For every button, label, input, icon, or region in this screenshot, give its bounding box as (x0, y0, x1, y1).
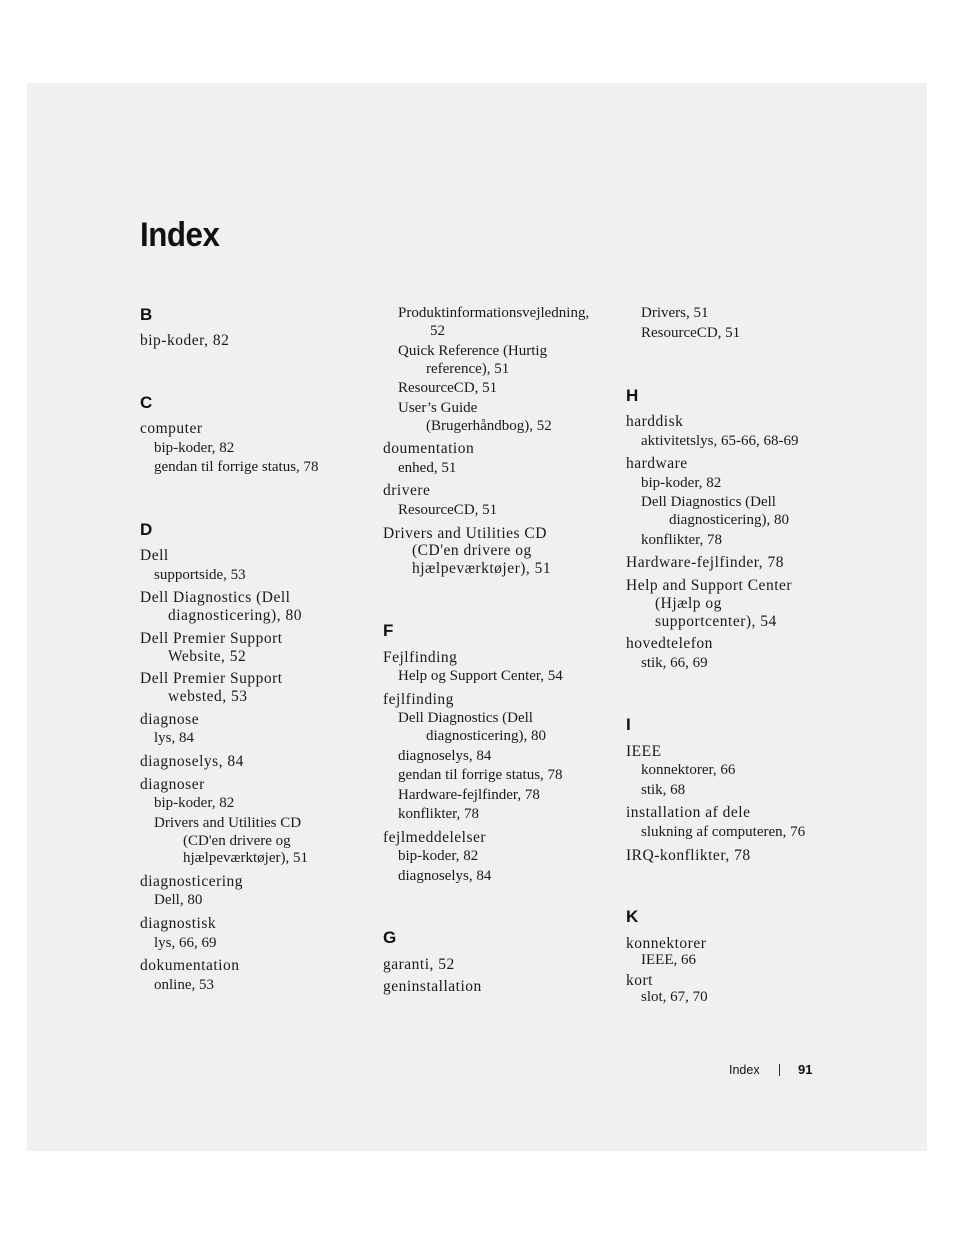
index-subentry-continuation: reference), 51 (426, 361, 510, 377)
index-entry: drivere (383, 482, 431, 499)
index-subentry-continuation: diagnosticering), 80 (669, 512, 789, 528)
index-entry: diagnosticering (140, 873, 244, 890)
index-subentry: bip-koder, 82 (641, 475, 722, 491)
index-entry: kort (626, 972, 653, 989)
index-subentry: diagnoselys, 84 (398, 868, 492, 884)
index-subentry: enhed, 51 (398, 460, 457, 476)
section-letter-f: F (383, 621, 394, 640)
page-number: 91 (798, 1062, 813, 1077)
page-title: Index (140, 216, 220, 254)
section-letter-c: C (140, 393, 153, 412)
index-entry: diagnoselys, 84 (140, 753, 244, 770)
section-letter-k: K (626, 907, 639, 926)
footer-section-label: Index (729, 1063, 760, 1077)
index-entry: IRQ-konflikter, 78 (626, 847, 751, 864)
index-entry-continuation: supportcenter), 54 (655, 613, 777, 630)
index-subentry: ResourceCD, 51 (398, 380, 498, 396)
section-letter-b: B (140, 305, 153, 324)
index-entry: doumentation (383, 440, 475, 457)
index-entry: Fejlfinding (383, 649, 458, 666)
index-subentry: diagnoselys, 84 (398, 748, 492, 764)
index-subentry: Hardware-fejlfinder, 78 (398, 787, 540, 803)
index-subentry: bip-koder, 82 (154, 440, 235, 456)
index-entry: diagnose (140, 711, 200, 728)
index-entry: IEEE (626, 743, 662, 760)
index-entry-continuation: diagnosticering), 80 (168, 607, 302, 624)
index-subentry: stik, 68 (641, 782, 686, 798)
index-entry: Dell Premier Support (140, 630, 283, 647)
index-entry: Dell Premier Support (140, 670, 283, 687)
index-subentry-continuation: (CD'en drivere og (183, 833, 291, 849)
index-entry: hovedtelefon (626, 635, 713, 652)
index-subentry-continuation: diagnosticering), 80 (426, 728, 546, 744)
index-subentry: User’s Guide (398, 400, 478, 416)
index-subentry: gendan til forrige status, 78 (154, 459, 319, 475)
index-subentry: bip-koder, 82 (154, 795, 235, 811)
index-entry: Drivers and Utilities CD (383, 525, 547, 542)
index-subentry: supportside, 53 (154, 567, 246, 583)
index-entry-continuation: websted, 53 (168, 688, 248, 705)
index-entry: geninstallation (383, 978, 482, 995)
index-subentry: ResourceCD, 51 (398, 502, 498, 518)
index-entry: hardware (626, 455, 688, 472)
index-entry: Dell (140, 547, 169, 564)
index-subentry: aktivitetslys, 65-66, 68-69 (641, 433, 799, 449)
index-entry: dokumentation (140, 957, 240, 974)
index-subentry: gendan til forrige status, 78 (398, 767, 563, 783)
index-subentry: Quick Reference (Hurtig (398, 343, 548, 359)
index-subentry: Dell, 80 (154, 892, 203, 908)
footer-separator (779, 1064, 780, 1076)
index-entry: Help and Support Center (626, 577, 793, 594)
section-letter-d: D (140, 520, 153, 539)
index-entry-continuation: (Hjælp og (655, 595, 722, 612)
section-letter-i: I (626, 715, 631, 734)
index-subentry: Help og Support Center, 54 (398, 668, 563, 684)
index-subentry: bip-koder, 82 (398, 848, 479, 864)
index-entry-continuation: Website, 52 (168, 648, 247, 665)
index-subentry: Drivers and Utilities CD (154, 815, 302, 831)
index-entry: Dell Diagnostics (Dell (140, 589, 291, 606)
index-subentry-continuation: 52 (430, 323, 445, 339)
index-subentry: Dell Diagnostics (Dell (641, 494, 776, 510)
index-subentry: lys, 66, 69 (154, 935, 217, 951)
index-subentry: Drivers, 51 (641, 305, 709, 321)
index-subentry: slukning af computeren, 76 (641, 824, 806, 840)
index-entry: fejlfinding (383, 691, 454, 708)
index-subentry: stik, 66, 69 (641, 655, 708, 671)
index-entry: harddisk (626, 413, 684, 430)
index-subentry: Produktinformationsvejledning, (398, 305, 590, 321)
index-entry: diagnoser (140, 776, 205, 793)
index-subentry: konflikter, 78 (641, 532, 723, 548)
index-subentry: Dell Diagnostics (Dell (398, 710, 533, 726)
index-subentry-continuation: (Brugerhåndbog), 52 (426, 418, 552, 434)
index-subentry: ResourceCD, 51 (641, 325, 741, 341)
index-entry: konnektorer (626, 935, 707, 952)
index-subentry: online, 53 (154, 977, 214, 993)
index-entry: Hardware-fejlfinder, 78 (626, 554, 785, 571)
index-entry: fejlmeddelelser (383, 829, 487, 846)
index-entry: diagnostisk (140, 915, 217, 932)
index-entry: garanti, 52 (383, 956, 455, 973)
index-subentry: konnektorer, 66 (641, 762, 736, 778)
index-subentry: slot, 67, 70 (641, 989, 708, 1005)
index-entry: computer (140, 420, 203, 437)
section-letter-g: G (383, 928, 397, 947)
section-letter-h: H (626, 386, 639, 405)
index-entry-continuation: (CD'en drivere og (412, 542, 532, 559)
index-entry-continuation: hjælpeværktøjer), 51 (412, 560, 552, 577)
index-entry: bip-koder, 82 (140, 332, 230, 349)
index-subentry: konflikter, 78 (398, 806, 480, 822)
index-entry: installation af dele (626, 804, 751, 821)
index-subentry: IEEE, 66 (641, 952, 696, 968)
index-subentry-continuation: hjælpeværktøjer), 51 (183, 850, 308, 866)
index-subentry: lys, 84 (154, 730, 195, 746)
